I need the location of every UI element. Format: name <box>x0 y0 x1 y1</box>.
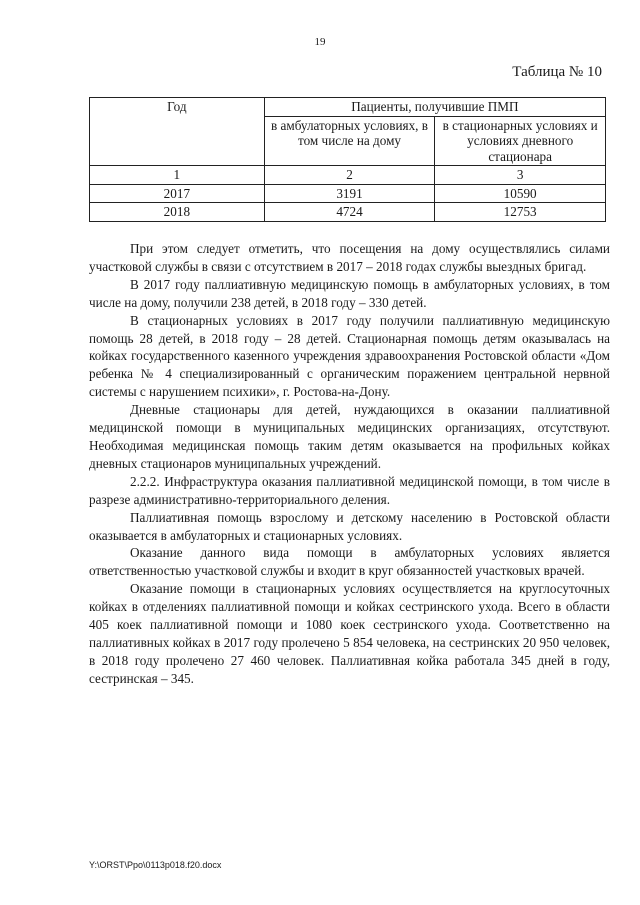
table-row <box>90 184 606 203</box>
paragraph: При этом следует отметить, что посещения на дому осуществлялись силами участковой службы в связи с отсутствием в 2017 – 2018 годах службы выездных бригад. <box>89 241 610 274</box>
patients-table <box>89 97 606 222</box>
body-text <box>89 240 610 688</box>
table-cell: 3 <box>435 166 606 185</box>
table-cell: 2018 <box>90 203 265 222</box>
header-patients-group: Пациенты, получившие ПМП <box>264 98 605 117</box>
table-cell: 3191 <box>264 184 435 203</box>
table-cell: 4724 <box>264 203 435 222</box>
table-cell: 2017 <box>90 184 265 203</box>
paragraph: Оказание данного вида помощи в амбулаторных условиях является ответственностью участковой службы и входит в круг обязанностей участковых врачей. <box>89 545 610 579</box>
table-cell: 12753 <box>435 203 606 222</box>
table-cell: 10590 <box>435 184 606 203</box>
table-index-row <box>90 166 606 185</box>
paragraph: Оказание помощи в стационарных условиях осуществляется на круглосуточных койках в отделениях паллиативной помощи и койках сестринского ухода. Всего в области 405 коек паллиативной помощи и 1080 коек сестринского ухода. Соответственно на паллиативных койках в 2017 году пролечено 5 854 человека, на сестринских 20 950 человек, в 2018 году пролечено 27 460 человек. Паллиативная койка работала 345 дней в году, сестринская – 345. <box>89 581 610 686</box>
paragraph: Дневные стационары для детей, нуждающихся в оказании паллиативной медицинской помощи в муниципальных медицинских организациях, отсутствуют. Необходимая медицинская помощь таким детям оказывается на профильных койках дневных стационаров муниципальных учреждений. <box>89 402 610 471</box>
paragraph: В стационарных условиях в 2017 году получили паллиативную медицинскую помощь 28 детей, в 2018 году – 28 детей. Стационарная помощь детям оказывалась на койках государственного казенного учреждения здравоохранения Ростовской области «Дом ребенка № 4 специализированный с органическим поражением центральной нервной системы с нарушением психики», г. Ростова-на-Дону. <box>89 312 610 400</box>
footer-file-path: Y:\ORST\Ppo\0113p018.f20.docx <box>89 860 222 870</box>
header-inpatient: в стационарных условиях и условиях дневного стационара <box>435 116 606 166</box>
table-label: Таблица № 10 <box>512 64 602 80</box>
header-outpatient: в амбулаторных условиях, в том числе на дому <box>264 116 435 166</box>
page-number: 19 <box>314 36 326 48</box>
paragraph: Паллиативная помощь взрослому и детскому населению в Ростовской области оказывается в амбулаторных и стационарных условиях. <box>89 509 610 543</box>
table-cell: 1 <box>90 166 265 185</box>
table-cell: 2 <box>264 166 435 185</box>
paragraph: В 2017 году паллиативную медицинскую помощь в амбулаторных условиях, в том числе на дому, получили 238 детей, в 2018 году – 330 детей. <box>89 276 610 310</box>
section-heading: 2.2.2. Инфраструктура оказания паллиативной медицинской помощи, в том числе в разрезе административно-территориального деления. <box>89 473 610 507</box>
table-row <box>90 203 606 222</box>
header-year: Год <box>90 98 265 166</box>
